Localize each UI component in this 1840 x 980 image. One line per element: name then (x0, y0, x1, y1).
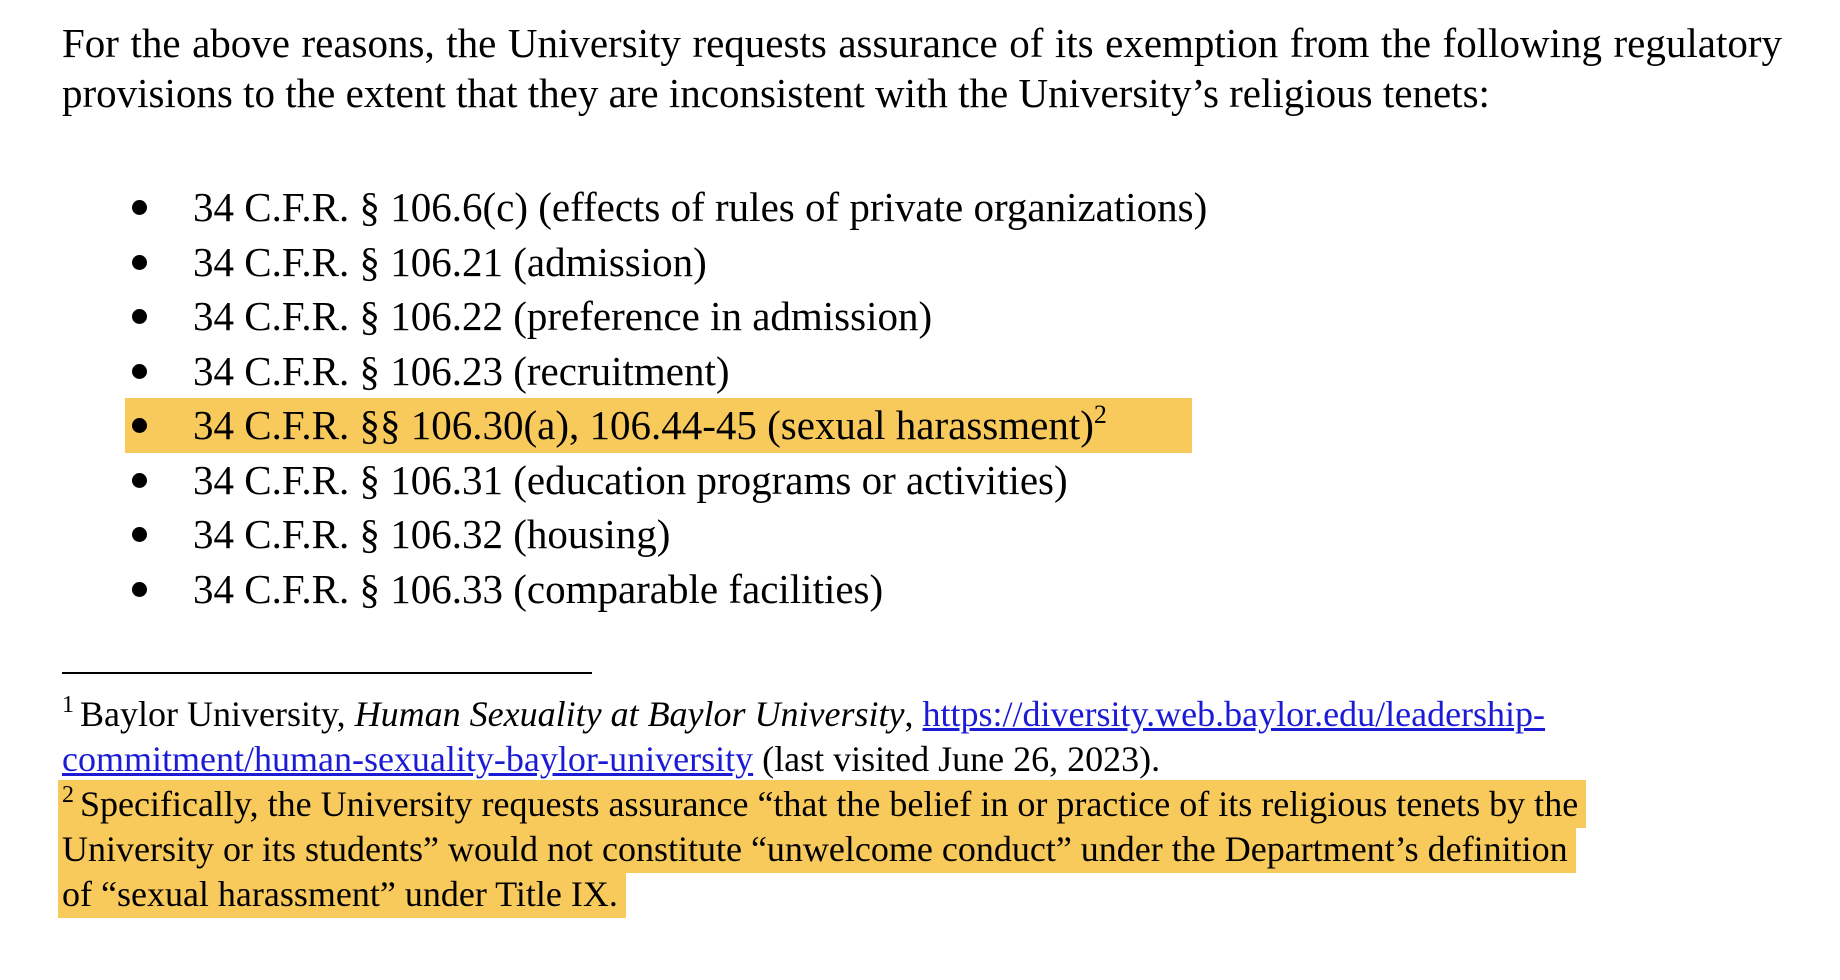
footnote-1-suffix: (last visited June 26, 2023). (753, 739, 1161, 779)
provision-text: 34 C.F.R. § 106.6(c) (effects of rules of private organizations) (193, 184, 1208, 230)
footnote-ref-2[interactable]: 2 (1093, 400, 1107, 429)
footnote-1 (62, 692, 1782, 782)
bullet-icon (132, 473, 147, 488)
footnote-number: 2 (62, 782, 74, 808)
list-item (0, 562, 1840, 617)
footnote-1-line-1 (62, 692, 1782, 737)
footnote-number: 1 (62, 692, 74, 718)
footnote-2-highlight-3: of “sexual harassment” under Title IX. (58, 870, 626, 918)
footnote-2 (62, 782, 1782, 917)
provision-text: 34 C.F.R. § 106.33 (comparable facilities) (193, 565, 884, 612)
footnote-2-highlight-1 (58, 780, 1586, 828)
bullet-icon (132, 200, 147, 215)
provision-text: 34 C.F.R. § 106.32 (housing) (193, 511, 671, 557)
provision-list (0, 180, 1840, 616)
footnote-2-line-2 (62, 827, 1782, 872)
list-item (0, 180, 1840, 235)
footnote-2-line-3 (62, 872, 1782, 917)
footnote-2-line-1 (62, 782, 1782, 827)
footnote-1-line-2 (62, 737, 1782, 782)
bullet-icon (132, 527, 147, 542)
list-item (0, 235, 1840, 290)
list-item (0, 453, 1840, 508)
footnote-1-prefix: Baylor University, (80, 694, 355, 734)
bullet-icon (132, 364, 147, 379)
provision-text: 34 C.F.R. § 106.23 (recruitment) (193, 347, 730, 394)
list-item (0, 344, 1840, 399)
bullet-icon (132, 582, 147, 597)
footnote-separator (62, 672, 592, 674)
list-item (0, 289, 1840, 344)
bullet-icon (132, 309, 147, 324)
intro-paragraph: For the above reasons, the University requests assurance of its exemption from the following regulatory provisions to the extent that they are inconsistent with the University’s religious tenets: (62, 20, 1782, 116)
footnote-1-link[interactable]: https://diversity.web.baylor.edu/leadership- (922, 694, 1546, 734)
provision-text-body: 34 C.F.R. §§ 106.30(a), 106.44-45 (sexual harassment) (193, 402, 1094, 448)
footnotes (62, 692, 1782, 917)
bullet-icon (132, 418, 147, 433)
provision-text: 34 C.F.R. § 106.22 (preference in admission) (193, 293, 933, 339)
provision-text (193, 398, 1107, 453)
provision-text: 34 C.F.R. § 106.21 (admission) (193, 238, 707, 285)
provision-text: 34 C.F.R. § 106.31 (education programs or activities) (193, 456, 1068, 503)
footnote-2-highlight-2: University or its students” would not constitute “unwelcome conduct” under the Department’s definition (58, 825, 1576, 873)
bullet-icon (132, 255, 147, 270)
footnote-1-comma: , (904, 694, 923, 734)
footnote-1-title: Human Sexuality at Baylor University (354, 694, 905, 734)
footnote-1-link-continued[interactable]: commitment/human-sexuality-baylor-university (62, 739, 754, 779)
list-item (0, 507, 1840, 562)
list-item-highlighted (125, 398, 1192, 453)
footnote-2-text-1: Specifically, the University requests assurance “that the belief in or practice of its religious tenets by the (80, 784, 1579, 824)
